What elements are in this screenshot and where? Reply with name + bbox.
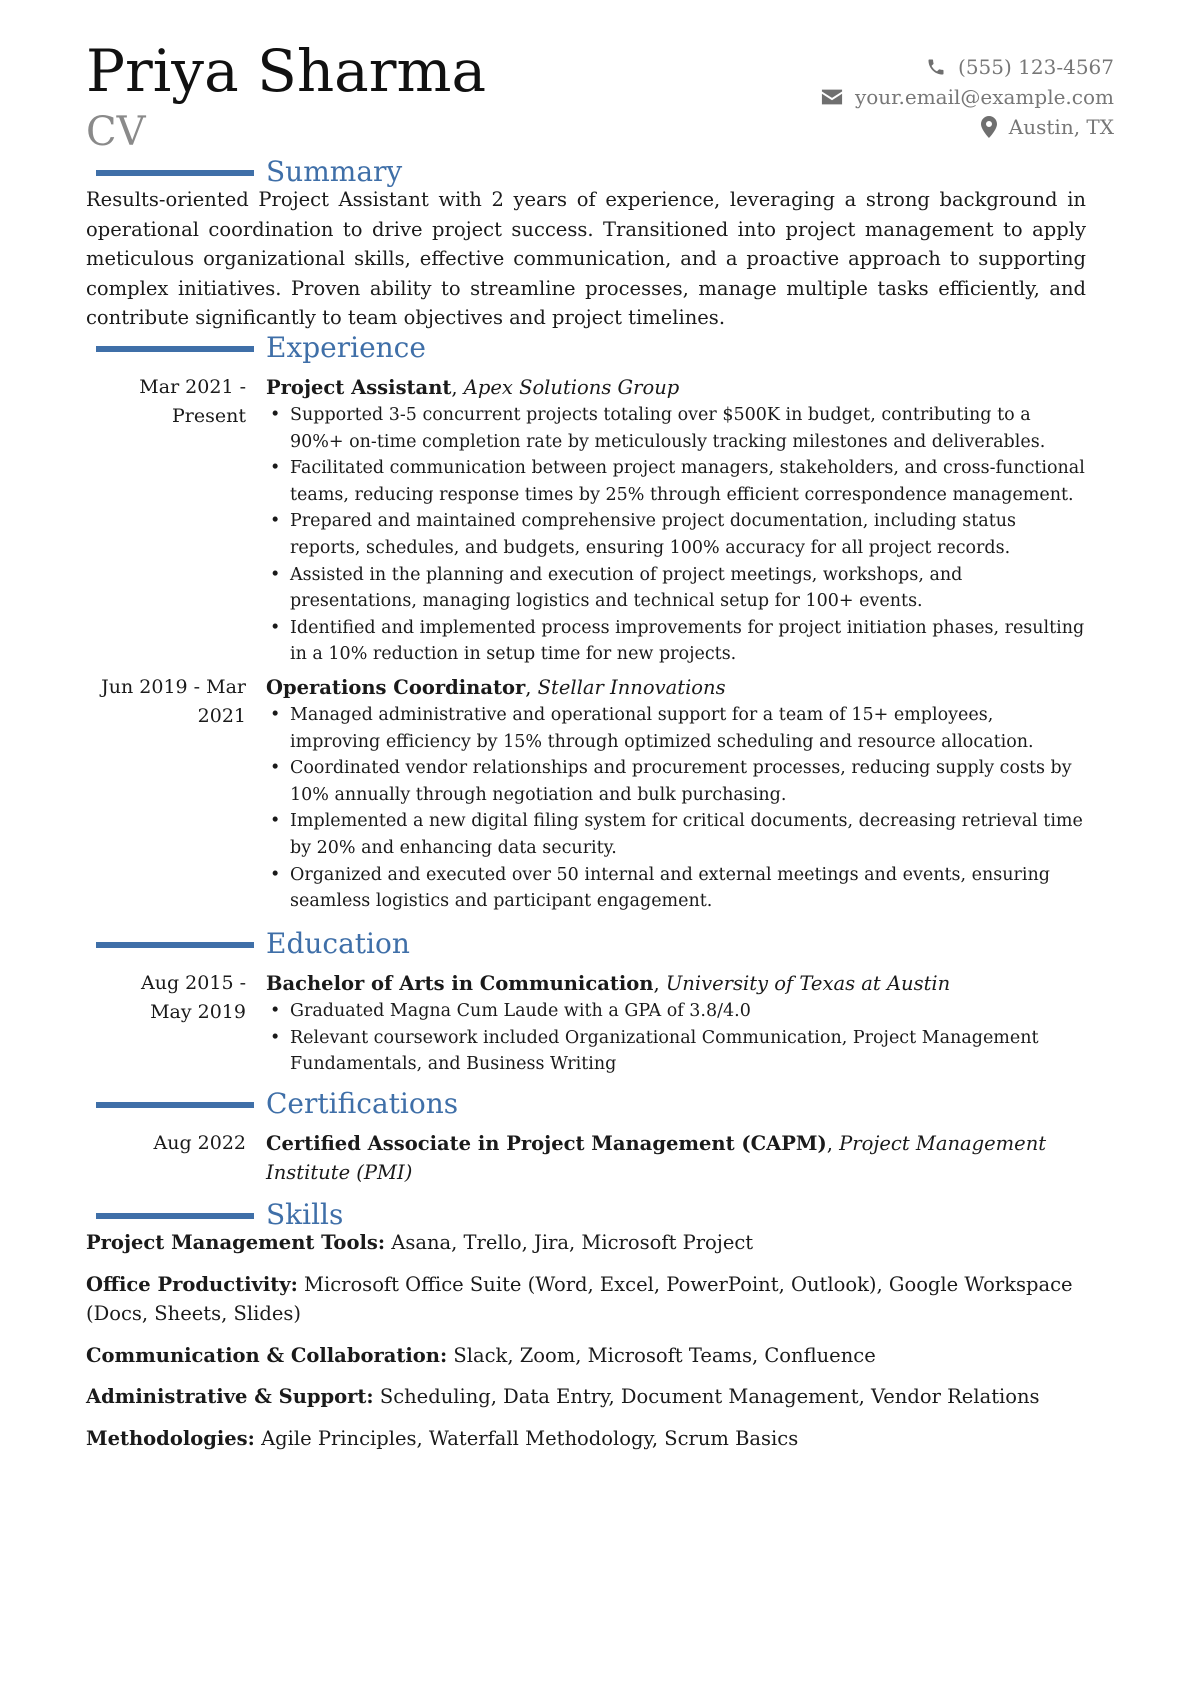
skill-value: Scheduling, Data Entry, Document Management, Vendor Relations bbox=[379, 1385, 1040, 1409]
list-item: • Graduated Magna Cum Laude with a GPA of 3.8/4.0 bbox=[266, 998, 1086, 1025]
contact-email-row bbox=[821, 82, 1114, 112]
entry-heading: Operations Coordinator, Stellar Innovations bbox=[266, 676, 726, 699]
skills-list bbox=[86, 1228, 1096, 1466]
list-item: • Managed administrative and operational support for a team of 15+ employees, improving efficiency by 15% through optimized scheduling and resource allocation. bbox=[266, 702, 1086, 755]
section-accent-bar bbox=[96, 170, 254, 176]
section-certifications-heading bbox=[86, 1087, 1116, 1121]
skill-row bbox=[86, 1424, 1096, 1454]
skill-label: Methodologies: bbox=[86, 1426, 255, 1450]
entry-heading: Project Assistant, Apex Solutions Group bbox=[266, 376, 680, 399]
list-item: • Organized and executed over 50 internal and external meetings and events, ensuring seamless logistics and participant engagement. bbox=[266, 862, 1086, 915]
entry-heading: Bachelor of Arts in Communication, University of Texas at Austin bbox=[266, 972, 951, 995]
skill-row bbox=[86, 1270, 1096, 1329]
entry-title: Certified Associate in Project Management (CAPM) bbox=[266, 1132, 827, 1155]
list-item: • Implemented a new digital filing system for critical documents, decreasing retrieval time by 20% and enhancing data security. bbox=[266, 808, 1086, 861]
entry-organization: University of Texas at Austin bbox=[665, 972, 951, 995]
skill-row bbox=[86, 1228, 1096, 1258]
section-title: Education bbox=[266, 927, 410, 960]
list-item: • Coordinated vendor relationships and procurement processes, reducing supply costs by 10% annually through negotiation and bulk purchasing. bbox=[266, 755, 1086, 808]
skill-value: Agile Principles, Waterfall Methodology, Scrum Basics bbox=[261, 1426, 799, 1450]
entry-organization: Apex Solutions Group bbox=[463, 376, 680, 399]
section-title: Experience bbox=[266, 331, 426, 364]
entry-body bbox=[266, 1129, 1086, 1187]
entry-title: Bachelor of Arts in Communication bbox=[266, 972, 654, 995]
list-item: • Assisted in the planning and execution of project meetings, workshops, and presentations, managing logistics and technical setup for 100+ events. bbox=[266, 562, 1086, 615]
entry-body bbox=[266, 673, 1086, 915]
skill-value: Slack, Zoom, Microsoft Teams, Confluence bbox=[453, 1343, 876, 1367]
phone-icon bbox=[926, 57, 946, 77]
entry-organization: Stellar Innovations bbox=[537, 676, 726, 699]
section-title: Skills bbox=[266, 1198, 344, 1231]
summary-text: Results-oriented Project Assistant with 2 years of experience, leveraging a strong background in operational coordination to drive project success. Transitioned into project management to apply meticulous organizational skills, effective communication, and a proactive approach to supporting complex initiatives. Proven ability to streamline processes, manage multiple tasks efficiently, and contribute significantly to team objectives and project timelines. bbox=[86, 188, 1086, 330]
section-accent-bar bbox=[96, 1213, 254, 1219]
bullet-list bbox=[266, 998, 1086, 1078]
date-line: Present bbox=[172, 405, 246, 427]
contact-phone-row bbox=[821, 52, 1114, 82]
list-item: • Supported 3-5 concurrent projects totaling over $500K in budget, contributing to a 90%+ on-time completion rate by meticulously tracking milestones and deliverables. bbox=[266, 402, 1086, 455]
date-line: May 2019 bbox=[150, 1001, 246, 1023]
section-accent-bar bbox=[96, 942, 254, 948]
document-subtitle: CV bbox=[86, 109, 146, 155]
skill-label: Project Management Tools: bbox=[86, 1231, 386, 1254]
contact-location: Austin, TX bbox=[1008, 115, 1114, 139]
section-summary-heading bbox=[86, 155, 1116, 189]
section-skills-heading bbox=[86, 1198, 1116, 1232]
date-line: 2021 bbox=[197, 705, 246, 727]
section-education-heading bbox=[86, 927, 1116, 961]
date-line: Aug 2022 bbox=[153, 1132, 246, 1154]
contact-phone: (555) 123-4567 bbox=[958, 55, 1114, 79]
section-accent-bar bbox=[96, 1102, 254, 1108]
contact-email: your.email@example.com bbox=[854, 85, 1114, 109]
entry-organization: Project Management Institute (PMI) bbox=[266, 1132, 1047, 1184]
date-line: Jun 2019 - Mar bbox=[101, 676, 246, 698]
envelope-icon bbox=[821, 88, 843, 106]
entry-title: Project Assistant bbox=[266, 376, 452, 399]
entry-body bbox=[266, 969, 1086, 1078]
section-experience-heading bbox=[86, 331, 1116, 365]
list-item: • Prepared and maintained comprehensive project documentation, including status reports, schedules, and budgets, ensuring 100% accuracy for all project records. bbox=[266, 508, 1086, 561]
bullet-list bbox=[266, 702, 1086, 915]
contact-location-row bbox=[821, 112, 1114, 142]
skill-row bbox=[86, 1382, 1096, 1412]
skill-label: Administrative & Support: bbox=[86, 1385, 374, 1409]
skill-label: Office Productivity: bbox=[86, 1272, 298, 1296]
skill-value: Asana, Trello, Jira, Microsoft Project bbox=[391, 1231, 754, 1254]
entry-date bbox=[86, 969, 246, 1027]
entry-heading: Certified Associate in Project Management (CAPM), Project Management Institute (PMI) bbox=[266, 1132, 1047, 1184]
date-line: Mar 2021 - bbox=[139, 376, 246, 398]
section-title: Summary bbox=[266, 155, 403, 188]
entry-date bbox=[86, 1129, 246, 1158]
entry-title: Operations Coordinator bbox=[266, 676, 526, 699]
skill-value: Microsoft Office Suite (Word, Excel, PowerPoint, Outlook), Google Workspace (Docs, Sheets, Slides) bbox=[86, 1272, 1073, 1326]
skill-row bbox=[86, 1341, 1096, 1371]
list-item: • Facilitated communication between project managers, stakeholders, and cross-functional teams, reducing response times by 25% through efficient correspondence management. bbox=[266, 455, 1086, 508]
map-pin-icon bbox=[981, 116, 997, 138]
entry-date bbox=[86, 373, 246, 431]
date-line: Aug 2015 - bbox=[141, 972, 246, 994]
section-title: Certifications bbox=[266, 1087, 459, 1120]
section-accent-bar bbox=[96, 346, 254, 352]
entry-body bbox=[266, 373, 1086, 668]
contact-block bbox=[821, 52, 1114, 142]
candidate-name: Priya Sharma bbox=[86, 37, 487, 105]
list-item: • Relevant coursework included Organizational Communication, Project Management Fundamentals, and Business Writing bbox=[266, 1025, 1086, 1078]
bullet-list bbox=[266, 402, 1086, 668]
skill-label: Communication & Collaboration: bbox=[86, 1343, 448, 1367]
list-item: • Identified and implemented process improvements for project initiation phases, resulting in a 10% reduction in setup time for new projects. bbox=[266, 615, 1086, 668]
entry-date bbox=[86, 673, 246, 731]
